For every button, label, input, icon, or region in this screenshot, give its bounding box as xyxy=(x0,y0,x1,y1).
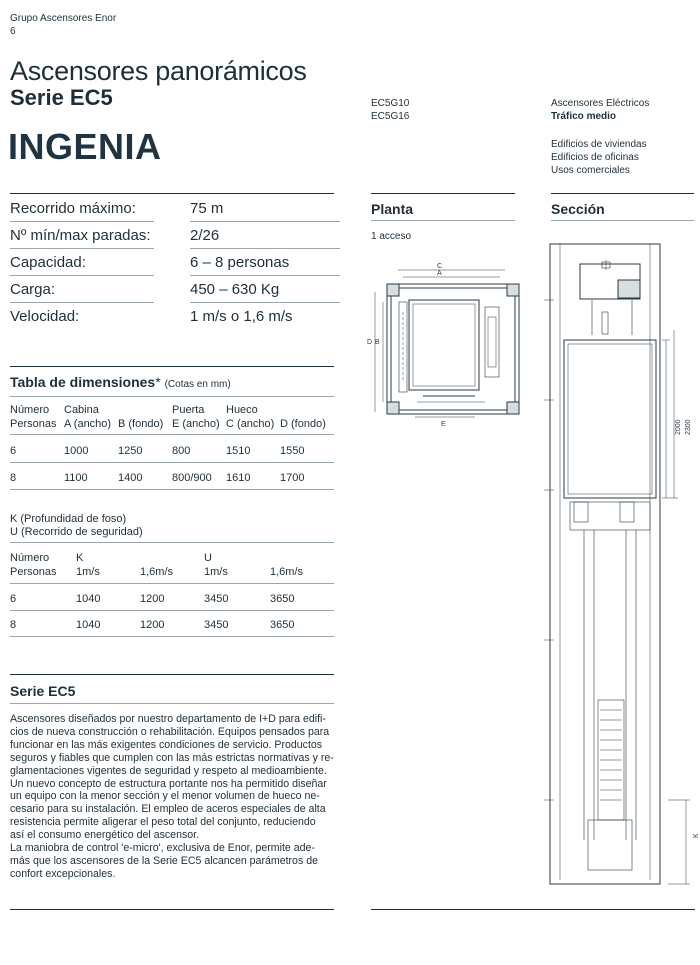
divider xyxy=(10,193,334,194)
series-description: Ascensores diseñados por nuestro departamento de I+D para edifi- cios de nueva construcción o rehabilitación. Equipos pensados para funcionar en las más exigentes condiciones de servicio. Productos seguros y fiables que cumplen con las más estrictas normativas y re- glamentaciones vigentes de seguridad y respeto al medioambiente. Un nuevo concepto de estructura portante nos ha permitido diseñar un equipo con la menor sección y el menor volumen de hueco ne- cesario para su instalación. El empleo de aceros especiales de alta resistencia permite aligerar el peso total del conjunto, reduciendo así el consumo energético del ascensor. La maniobra de control 'e-micro', exclusiva de Enor, permite ade- más que los ascensores de la Serie EC5 alcancen parámetros de confort excepcionales. xyxy=(10,713,334,880)
dim-label: D xyxy=(367,339,373,346)
dimensions-table-header: Número Cabina Puerta Hueco Personas A (ancho) B (fondo) E (ancho) C (ancho) D (fondo) xyxy=(10,404,326,430)
spec-row xyxy=(10,223,340,249)
divider xyxy=(10,366,334,367)
spec-label: Nº mín/max paradas: xyxy=(10,227,151,244)
divider xyxy=(371,193,515,194)
spec-value: 450 – 630 Kg xyxy=(190,281,280,298)
model-code: EC5G16 xyxy=(371,111,410,122)
use-item: Edificios de viviendas xyxy=(551,139,647,150)
spec-value: 75 m xyxy=(190,200,224,217)
brand-logo: INGENIA xyxy=(8,126,162,167)
page-number: 6 xyxy=(10,26,16,37)
plan-drawing xyxy=(365,262,525,432)
dim-label: C xyxy=(437,263,443,270)
dim-label: 2300 xyxy=(685,419,692,435)
divider xyxy=(10,674,334,675)
dimensions-heading: Tabla de dimensiones* (Cotas en mm) xyxy=(10,374,231,390)
company-name: Grupo Ascensores Enor xyxy=(10,13,117,24)
table-row: 8 1100 1400 800/900 1610 1700 xyxy=(10,472,305,484)
spec-label: Capacidad: xyxy=(10,254,86,271)
spec-value: 6 – 8 personas xyxy=(190,254,290,271)
spec-value: 1 m/s o 1,6 m/s xyxy=(190,308,293,325)
page-title: Ascensores panorámicos xyxy=(10,56,307,86)
section-drawing xyxy=(540,240,700,890)
dim-label: E xyxy=(441,421,446,428)
dim-label: B xyxy=(375,339,380,346)
use-item: Usos comerciales xyxy=(551,165,630,176)
category-type: Ascensores Eléctricos xyxy=(551,98,650,109)
table-row: 6 1000 1250 800 1510 1550 xyxy=(10,445,305,457)
pit-legend: K (Profundidad de foso) U (Recorrido de seguridad) xyxy=(10,513,143,538)
spec-label: Recorrido máximo: xyxy=(10,200,136,217)
spec-label: Carga: xyxy=(10,281,56,298)
spec-row xyxy=(10,277,340,303)
dim-label: K xyxy=(693,833,700,838)
table-row: 6 1040 1200 3450 3650 xyxy=(10,593,295,605)
section-heading: Sección xyxy=(551,201,605,217)
series-title: Serie EC5 xyxy=(10,85,113,110)
divider xyxy=(371,909,695,910)
use-item: Edificios de oficinas xyxy=(551,152,639,163)
spec-row xyxy=(10,250,340,276)
table-row: 8 1040 1200 3450 3650 xyxy=(10,619,295,631)
model-code: EC5G10 xyxy=(371,98,410,109)
spec-row xyxy=(10,304,340,330)
spec-value: 2/26 xyxy=(190,227,220,244)
category-traffic: Tráfico medio xyxy=(551,111,617,122)
divider xyxy=(551,193,694,194)
plan-heading: Planta xyxy=(371,201,414,217)
dim-label: 2000 xyxy=(675,419,682,435)
series-heading: Serie EC5 xyxy=(10,683,76,699)
pit-table-header: Número K U Personas 1m/s 1,6m/s 1m/s 1,6m/s xyxy=(10,552,304,578)
plan-access: 1 acceso xyxy=(371,231,412,242)
dim-label: A xyxy=(437,270,442,277)
spec-row xyxy=(10,196,340,222)
divider xyxy=(10,909,334,910)
spec-label: Velocidad: xyxy=(10,308,80,325)
divider xyxy=(10,396,334,397)
